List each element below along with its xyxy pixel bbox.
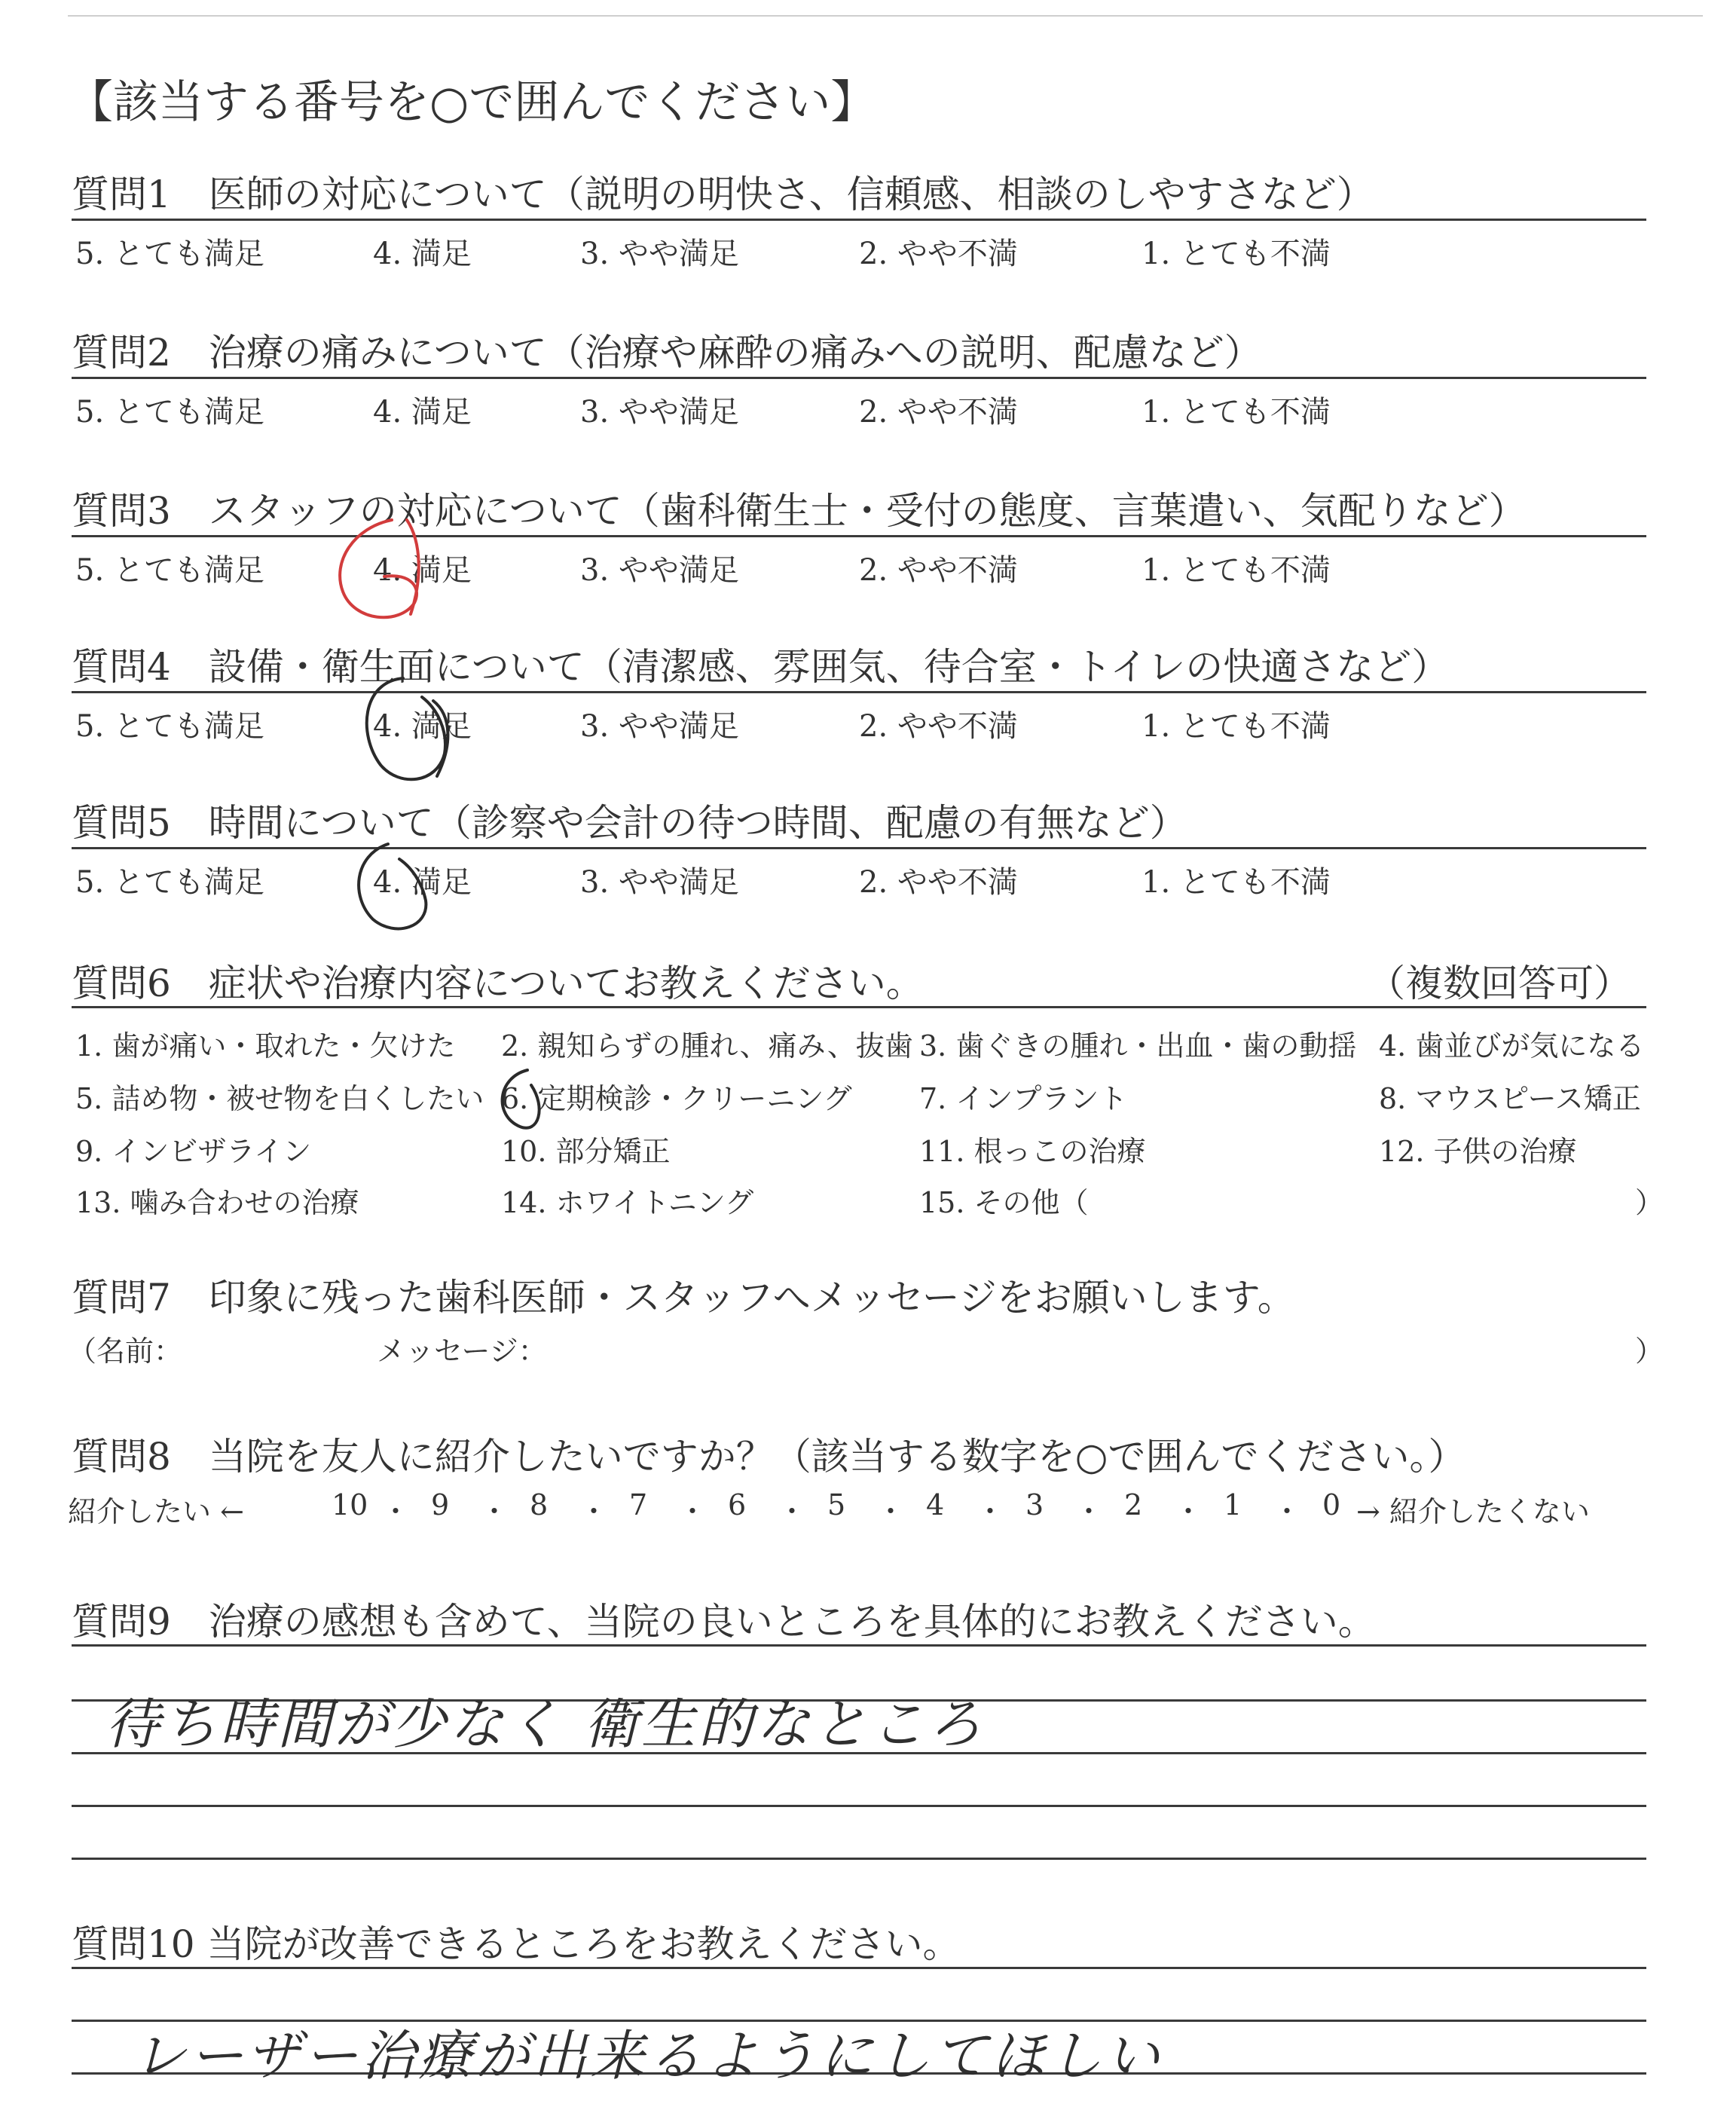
q9-line-1 xyxy=(72,1644,1646,1647)
q3-title: 質問3 スタッフの対応について（歯科衛生士・受付の態度、言葉遣い、気配りなど） xyxy=(72,489,1527,533)
q1-option-4[interactable]: 4. 満足 xyxy=(373,237,472,271)
q8-scale-value-4[interactable]: 4 xyxy=(926,1488,945,1521)
q6-rule xyxy=(72,1006,1646,1008)
q9-line-5 xyxy=(72,1858,1646,1860)
q4-option-1[interactable]: 1. とても不満 xyxy=(1142,709,1331,744)
q7-name-label: （名前： xyxy=(68,1335,183,1368)
q2-title: 質問2 治療の痛みについて（治療や麻酔の痛みへの説明、配慮など） xyxy=(72,331,1262,375)
q8-scale-value-0[interactable]: 0 xyxy=(1322,1488,1341,1521)
q8-scale-separator: ・ xyxy=(976,1495,1005,1528)
q8-scale-value-5[interactable]: 5 xyxy=(827,1488,846,1521)
q6-title: 質問6 症状や治療内容についてお教えください。 xyxy=(72,962,924,1005)
q2-option-2[interactable]: 2. やや不満 xyxy=(859,395,1018,430)
q5-option-5[interactable]: 5. とても満足 xyxy=(75,865,264,900)
q1-option-3[interactable]: 3. やや満足 xyxy=(580,237,739,271)
q10-line-1 xyxy=(72,1967,1646,1969)
q8-scale-value-7[interactable]: 7 xyxy=(629,1488,648,1521)
q1-option-5[interactable]: 5. とても満足 xyxy=(75,237,264,271)
q6-option-12[interactable]: 12. 子供の治療 xyxy=(1379,1135,1577,1168)
q9-line-4 xyxy=(72,1805,1646,1807)
q3-option-5[interactable]: 5. とても満足 xyxy=(75,553,264,588)
q4-option-4[interactable]: 4. 満足 xyxy=(373,709,472,744)
q5-title: 質問5 時間について（診察や会計の待つ時間、配慮の有無など） xyxy=(72,801,1187,845)
q8-scale-separator: ・ xyxy=(778,1495,807,1528)
q2-option-5[interactable]: 5. とても満足 xyxy=(75,395,264,430)
q2-option-4[interactable]: 4. 満足 xyxy=(373,395,472,430)
q10-answer: レーザー治療が出来るようにしてほしい xyxy=(132,2024,1163,2087)
q1-option-1[interactable]: 1. とても不満 xyxy=(1142,237,1331,271)
q4-option-3[interactable]: 3. やや満足 xyxy=(580,709,739,744)
q6-option-1[interactable]: 1. 歯が痛い・取れた・欠けた xyxy=(75,1029,456,1063)
q6-option-13[interactable]: 13. 噛み合わせの治療 xyxy=(75,1186,359,1219)
q1-option-2[interactable]: 2. やや不満 xyxy=(859,237,1018,271)
q8-right-label: → 紹介したくない xyxy=(1356,1495,1590,1528)
q8-scale-separator: ・ xyxy=(480,1495,509,1528)
q8-scale-value-3[interactable]: 3 xyxy=(1025,1488,1044,1521)
q7-title: 質問7 印象に残った歯科医師・スタッフへメッセージをお願いします。 xyxy=(72,1276,1295,1320)
q2-option-1[interactable]: 1. とても不満 xyxy=(1142,395,1331,430)
q8-title: 質問8 当院を友人に紹介したいですか？（該当する数字を○で囲んでください。） xyxy=(72,1435,1466,1479)
top-border xyxy=(68,15,1703,17)
q8-scale-value-1[interactable]: 1 xyxy=(1224,1488,1242,1521)
q2-option-3[interactable]: 3. やや満足 xyxy=(580,395,739,430)
q7-message-label: メッセージ： xyxy=(377,1335,547,1368)
q6-option-4[interactable]: 4. 歯並びが気になる xyxy=(1379,1029,1645,1063)
q6-other-close-paren: ） xyxy=(1635,1186,1664,1219)
q6-option-8[interactable]: 8. マウスピース矯正 xyxy=(1379,1082,1641,1115)
q8-scale-separator: ・ xyxy=(381,1495,411,1528)
q7-close-paren: ） xyxy=(1635,1335,1664,1368)
q3-option-4[interactable]: 4. 満足 xyxy=(373,553,472,588)
q8-scale-value-8[interactable]: 8 xyxy=(530,1488,549,1521)
q5-option-3[interactable]: 3. やや満足 xyxy=(580,865,739,900)
q9-answer: 待ち時間が少なく 衛生的なところ xyxy=(105,1693,985,1756)
q4-title: 質問4 設備・衛生面について（清潔感、雰囲気、待合室・トイレの快適さなど） xyxy=(72,645,1450,689)
q1-title: 質問1 医師の対応について（説明の明快さ、信頼感、相談のしやすさなど） xyxy=(72,173,1374,216)
q4-option-2[interactable]: 2. やや不満 xyxy=(859,709,1018,744)
q5-option-2[interactable]: 2. やや不満 xyxy=(859,865,1018,900)
q8-scale-value-6[interactable]: 6 xyxy=(728,1488,747,1521)
q8-scale-separator: ・ xyxy=(678,1495,708,1528)
q6-option-9[interactable]: 9. インビザライン xyxy=(75,1135,312,1168)
q6-option-15[interactable]: 15. その他（ xyxy=(919,1186,1089,1219)
q5-rule xyxy=(72,847,1646,849)
q6-option-3[interactable]: 3. 歯ぐきの腫れ・出血・歯の動揺 xyxy=(919,1029,1357,1063)
q2-rule xyxy=(72,377,1646,379)
q9-title: 質問9 治療の感想も含めて、当院の良いところを具体的にお教えください。 xyxy=(72,1600,1376,1644)
q3-option-2[interactable]: 2. やや不満 xyxy=(859,553,1018,588)
q4-rule xyxy=(72,691,1646,693)
page-heading: 【該当する番号を○で囲んでください】 xyxy=(68,76,876,129)
q8-scale-separator: ・ xyxy=(579,1495,609,1528)
q8-scale-separator: ・ xyxy=(1074,1495,1104,1528)
q8-scale-separator: ・ xyxy=(876,1495,906,1528)
q3-rule xyxy=(72,535,1646,537)
q5-option-4[interactable]: 4. 満足 xyxy=(373,865,472,900)
q8-scale-value-9[interactable]: 9 xyxy=(431,1488,450,1521)
q6-option-2[interactable]: 2. 親知らずの腫れ、痛み、抜歯 xyxy=(501,1029,913,1063)
q8-left-label: 紹介したい ← xyxy=(68,1495,244,1528)
q8-scale-separator: ・ xyxy=(1174,1495,1203,1528)
q6-option-6[interactable]: 6. 定期検診・クリーニング xyxy=(501,1082,852,1115)
q1-rule xyxy=(72,219,1646,221)
q6-option-14[interactable]: 14. ホワイトニング xyxy=(501,1186,754,1219)
q8-scale-value-10[interactable]: 10 xyxy=(332,1488,368,1521)
q8-scale-value-2[interactable]: 2 xyxy=(1124,1488,1143,1521)
q6-option-11[interactable]: 11. 根っこの治療 xyxy=(919,1135,1146,1168)
q6-option-5[interactable]: 5. 詰め物・被せ物を白くしたい xyxy=(75,1082,484,1115)
q4-option-5[interactable]: 5. とても満足 xyxy=(75,709,264,744)
q6-option-7[interactable]: 7. インプラント xyxy=(919,1082,1128,1115)
q5-option-1[interactable]: 1. とても不満 xyxy=(1142,865,1331,900)
q6-option-10[interactable]: 10. 部分矯正 xyxy=(501,1135,671,1168)
q8-scale-separator: ・ xyxy=(1273,1495,1302,1528)
q10-title: 質問10 当院が改善できるところをお教えください。 xyxy=(72,1922,961,1966)
q3-option-1[interactable]: 1. とても不満 xyxy=(1142,553,1331,588)
q3-option-3[interactable]: 3. やや満足 xyxy=(580,553,739,588)
q6-note: （複数回答可） xyxy=(1368,962,1631,1005)
